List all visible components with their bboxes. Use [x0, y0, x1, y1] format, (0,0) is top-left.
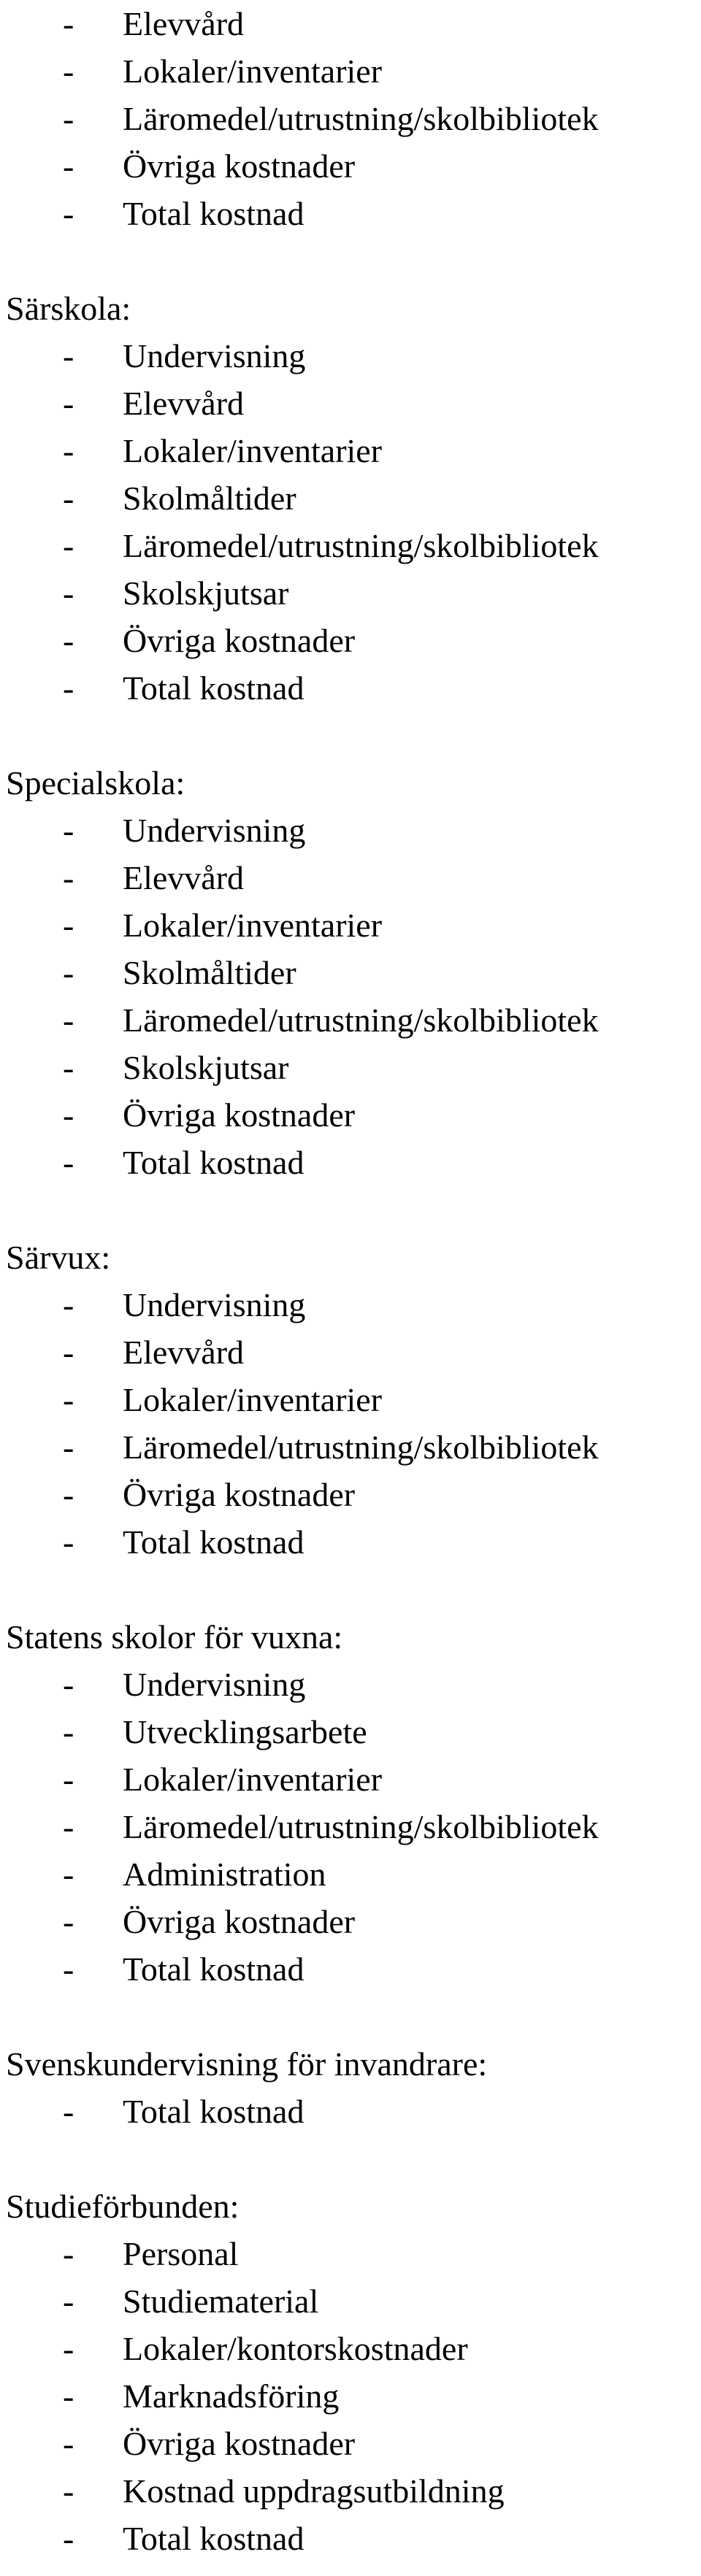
list-dash: - — [63, 622, 74, 659]
section-list-item — [0, 1898, 701, 1945]
section-heading: Studieförbunden: — [6, 2188, 240, 2225]
section-list-item — [0, 1091, 701, 1139]
section-list-item — [0, 617, 701, 664]
list-dash: - — [63, 669, 74, 707]
section-list-item — [0, 2325, 701, 2372]
list-dash: - — [63, 2472, 74, 2510]
section-spacer — [0, 237, 701, 285]
list-item-text: Undervisning — [123, 1286, 306, 1323]
section-list-item — [0, 1139, 701, 1186]
list-item-text: Lokaler/kontorskostnader — [123, 2330, 468, 2367]
list-item-text: Lokaler/inventarier — [123, 1761, 383, 1798]
list-dash: - — [63, 1950, 74, 1988]
list-item-text: Läromedel/utrustning/skolbibliotek — [123, 1429, 599, 1466]
list-item-text: Övriga kostnader — [123, 2425, 356, 2462]
list-dash: - — [63, 1049, 74, 1086]
section — [0, 2040, 701, 2135]
section-list-item — [0, 1376, 701, 1423]
list-dash: - — [63, 1808, 74, 1845]
section-list-item — [0, 2420, 701, 2467]
list-item-text: Lokaler/inventarier — [123, 1381, 383, 1418]
section-list-item — [0, 2372, 701, 2420]
list-item-text: Total kostnad — [123, 1523, 304, 1561]
section-heading: Särvux: — [6, 1239, 111, 1276]
list-item-text: Övriga kostnader — [123, 622, 356, 659]
list-item-text: Skolskjutsar — [123, 574, 289, 612]
list-dash: - — [63, 1001, 74, 1039]
list-dash: - — [63, 53, 74, 90]
section-heading: Svenskundervisning för invandrare: — [6, 2045, 488, 2083]
section-heading: Specialskola: — [6, 764, 185, 801]
list-item-text: Total kostnad — [123, 669, 304, 707]
list-dash: - — [63, 1429, 74, 1466]
list-dash: - — [63, 2425, 74, 2462]
list-dash: - — [63, 100, 74, 137]
list-item-text: Total kostnad — [123, 2520, 304, 2557]
list-dash: - — [63, 1286, 74, 1323]
list-dash: - — [63, 1476, 74, 1513]
list-dash: - — [63, 1523, 74, 1561]
list-item-text: Elevvård — [123, 1334, 245, 1371]
section — [0, 285, 701, 712]
list-item-text: Övriga kostnader — [123, 1096, 356, 1134]
list-dash: - — [63, 859, 74, 896]
section-list-item — [0, 664, 701, 712]
list-item-text: Läromedel/utrustning/skolbibliotek — [123, 1808, 599, 1845]
section-list-item — [0, 1518, 701, 1566]
list-item-text: Marknadsföring — [123, 2377, 340, 2415]
intro-list-item — [0, 95, 701, 142]
section — [0, 759, 701, 1186]
section-list-item — [0, 2088, 701, 2135]
section-spacer — [0, 712, 701, 759]
list-dash: - — [63, 907, 74, 944]
list-dash: - — [63, 1713, 74, 1750]
section-list-item — [0, 1661, 701, 1708]
list-dash: - — [63, 337, 74, 374]
intro-list-item — [0, 190, 701, 237]
intro-list-item — [0, 47, 701, 95]
section-list-item — [0, 1281, 701, 1329]
section-list-item — [0, 854, 701, 901]
list-item-text: Undervisning — [123, 1666, 306, 1703]
section-list-item — [0, 996, 701, 1044]
list-item-text: Undervisning — [123, 812, 306, 849]
list-item-text: Lokaler/inventarier — [123, 907, 383, 944]
list-item-text: Elevvård — [123, 5, 245, 42]
section-spacer — [0, 1993, 701, 2040]
section-list-item — [0, 380, 701, 427]
list-item-text: Personal — [123, 2235, 239, 2272]
list-dash: - — [63, 2330, 74, 2367]
section-list-item — [0, 474, 701, 522]
list-dash: - — [63, 812, 74, 849]
list-dash: - — [63, 385, 74, 422]
list-item-text: Skolskjutsar — [123, 1049, 289, 1086]
section-list-item — [0, 1803, 701, 1850]
list-dash: - — [63, 954, 74, 991]
intro-list-item — [0, 142, 701, 190]
list-item-text: Total kostnad — [123, 1950, 304, 1988]
list-dash: - — [63, 574, 74, 612]
section-list-item — [0, 569, 701, 617]
list-item-text: Läromedel/utrustning/skolbibliotek — [123, 527, 599, 564]
section-list-item — [0, 2277, 701, 2325]
section-list-item — [0, 2230, 701, 2277]
list-dash: - — [63, 480, 74, 517]
intro-list-item — [0, 0, 701, 47]
list-item-text: Total kostnad — [123, 1144, 304, 1181]
list-item-text: Skolmåltider — [123, 954, 296, 991]
list-dash: - — [63, 1761, 74, 1798]
list-dash: - — [63, 2283, 74, 2320]
list-item-text: Total kostnad — [123, 195, 304, 232]
section-list-item — [0, 807, 701, 854]
list-dash: - — [63, 1903, 74, 1940]
list-item-text: Lokaler/inventarier — [123, 53, 383, 90]
list-item-text: Övriga kostnader — [123, 1903, 356, 1940]
list-dash: - — [63, 1096, 74, 1134]
section-spacer — [0, 1566, 701, 1613]
list-dash: - — [63, 1856, 74, 1893]
section-list-item — [0, 1756, 701, 1803]
section-list-item — [0, 2515, 701, 2562]
section-list-item — [0, 1044, 701, 1091]
section — [0, 2183, 701, 2562]
list-item-text: Administration — [123, 1856, 326, 1893]
list-dash: - — [63, 2235, 74, 2272]
section-list-item — [0, 332, 701, 380]
list-dash: - — [63, 1144, 74, 1181]
list-item-text: Övriga kostnader — [123, 147, 356, 185]
section — [0, 1613, 701, 1993]
section-heading: Statens skolor för vuxna: — [6, 1618, 343, 1656]
list-item-text: Studiematerial — [123, 2283, 319, 2320]
section-list-item — [0, 901, 701, 949]
section-spacer — [0, 1186, 701, 1234]
section-list-item — [0, 1329, 701, 1376]
list-dash: - — [63, 1334, 74, 1371]
section-list-item — [0, 949, 701, 996]
list-item-text: Lokaler/inventarier — [123, 432, 383, 469]
list-dash: - — [63, 2377, 74, 2415]
section-list-item — [0, 427, 701, 474]
list-dash: - — [63, 1666, 74, 1703]
list-dash: - — [63, 432, 74, 469]
list-dash: - — [63, 5, 74, 42]
list-dash: - — [63, 1381, 74, 1418]
section-spacer — [0, 2135, 701, 2183]
section-list-item — [0, 1850, 701, 1898]
list-dash: - — [63, 195, 74, 232]
intro-list — [0, 0, 701, 237]
section — [0, 1234, 701, 1566]
section-list-item — [0, 1471, 701, 1518]
list-dash: - — [63, 2093, 74, 2130]
list-item-text: Övriga kostnader — [123, 1476, 356, 1513]
list-item-text: Elevvård — [123, 385, 245, 422]
section-list-item — [0, 522, 701, 569]
list-dash: - — [63, 147, 74, 185]
section-list-item — [0, 1945, 701, 1993]
section-heading: Särskola: — [6, 290, 131, 327]
section-list-item — [0, 1423, 701, 1471]
list-dash: - — [63, 2520, 74, 2557]
list-item-text: Läromedel/utrustning/skolbibliotek — [123, 100, 599, 137]
section-list-item — [0, 1708, 701, 1756]
list-item-text: Undervisning — [123, 337, 306, 374]
list-item-text: Skolmåltider — [123, 480, 296, 517]
list-item-text: Elevvård — [123, 859, 245, 896]
list-dash: - — [63, 527, 74, 564]
list-item-text: Utvecklingsarbete — [123, 1713, 367, 1750]
list-item-text: Läromedel/utrustning/skolbibliotek — [123, 1001, 599, 1039]
section-list-item — [0, 2467, 701, 2515]
list-item-text: Total kostnad — [123, 2093, 304, 2130]
list-item-text: Kostnad uppdragsutbildning — [123, 2472, 505, 2510]
